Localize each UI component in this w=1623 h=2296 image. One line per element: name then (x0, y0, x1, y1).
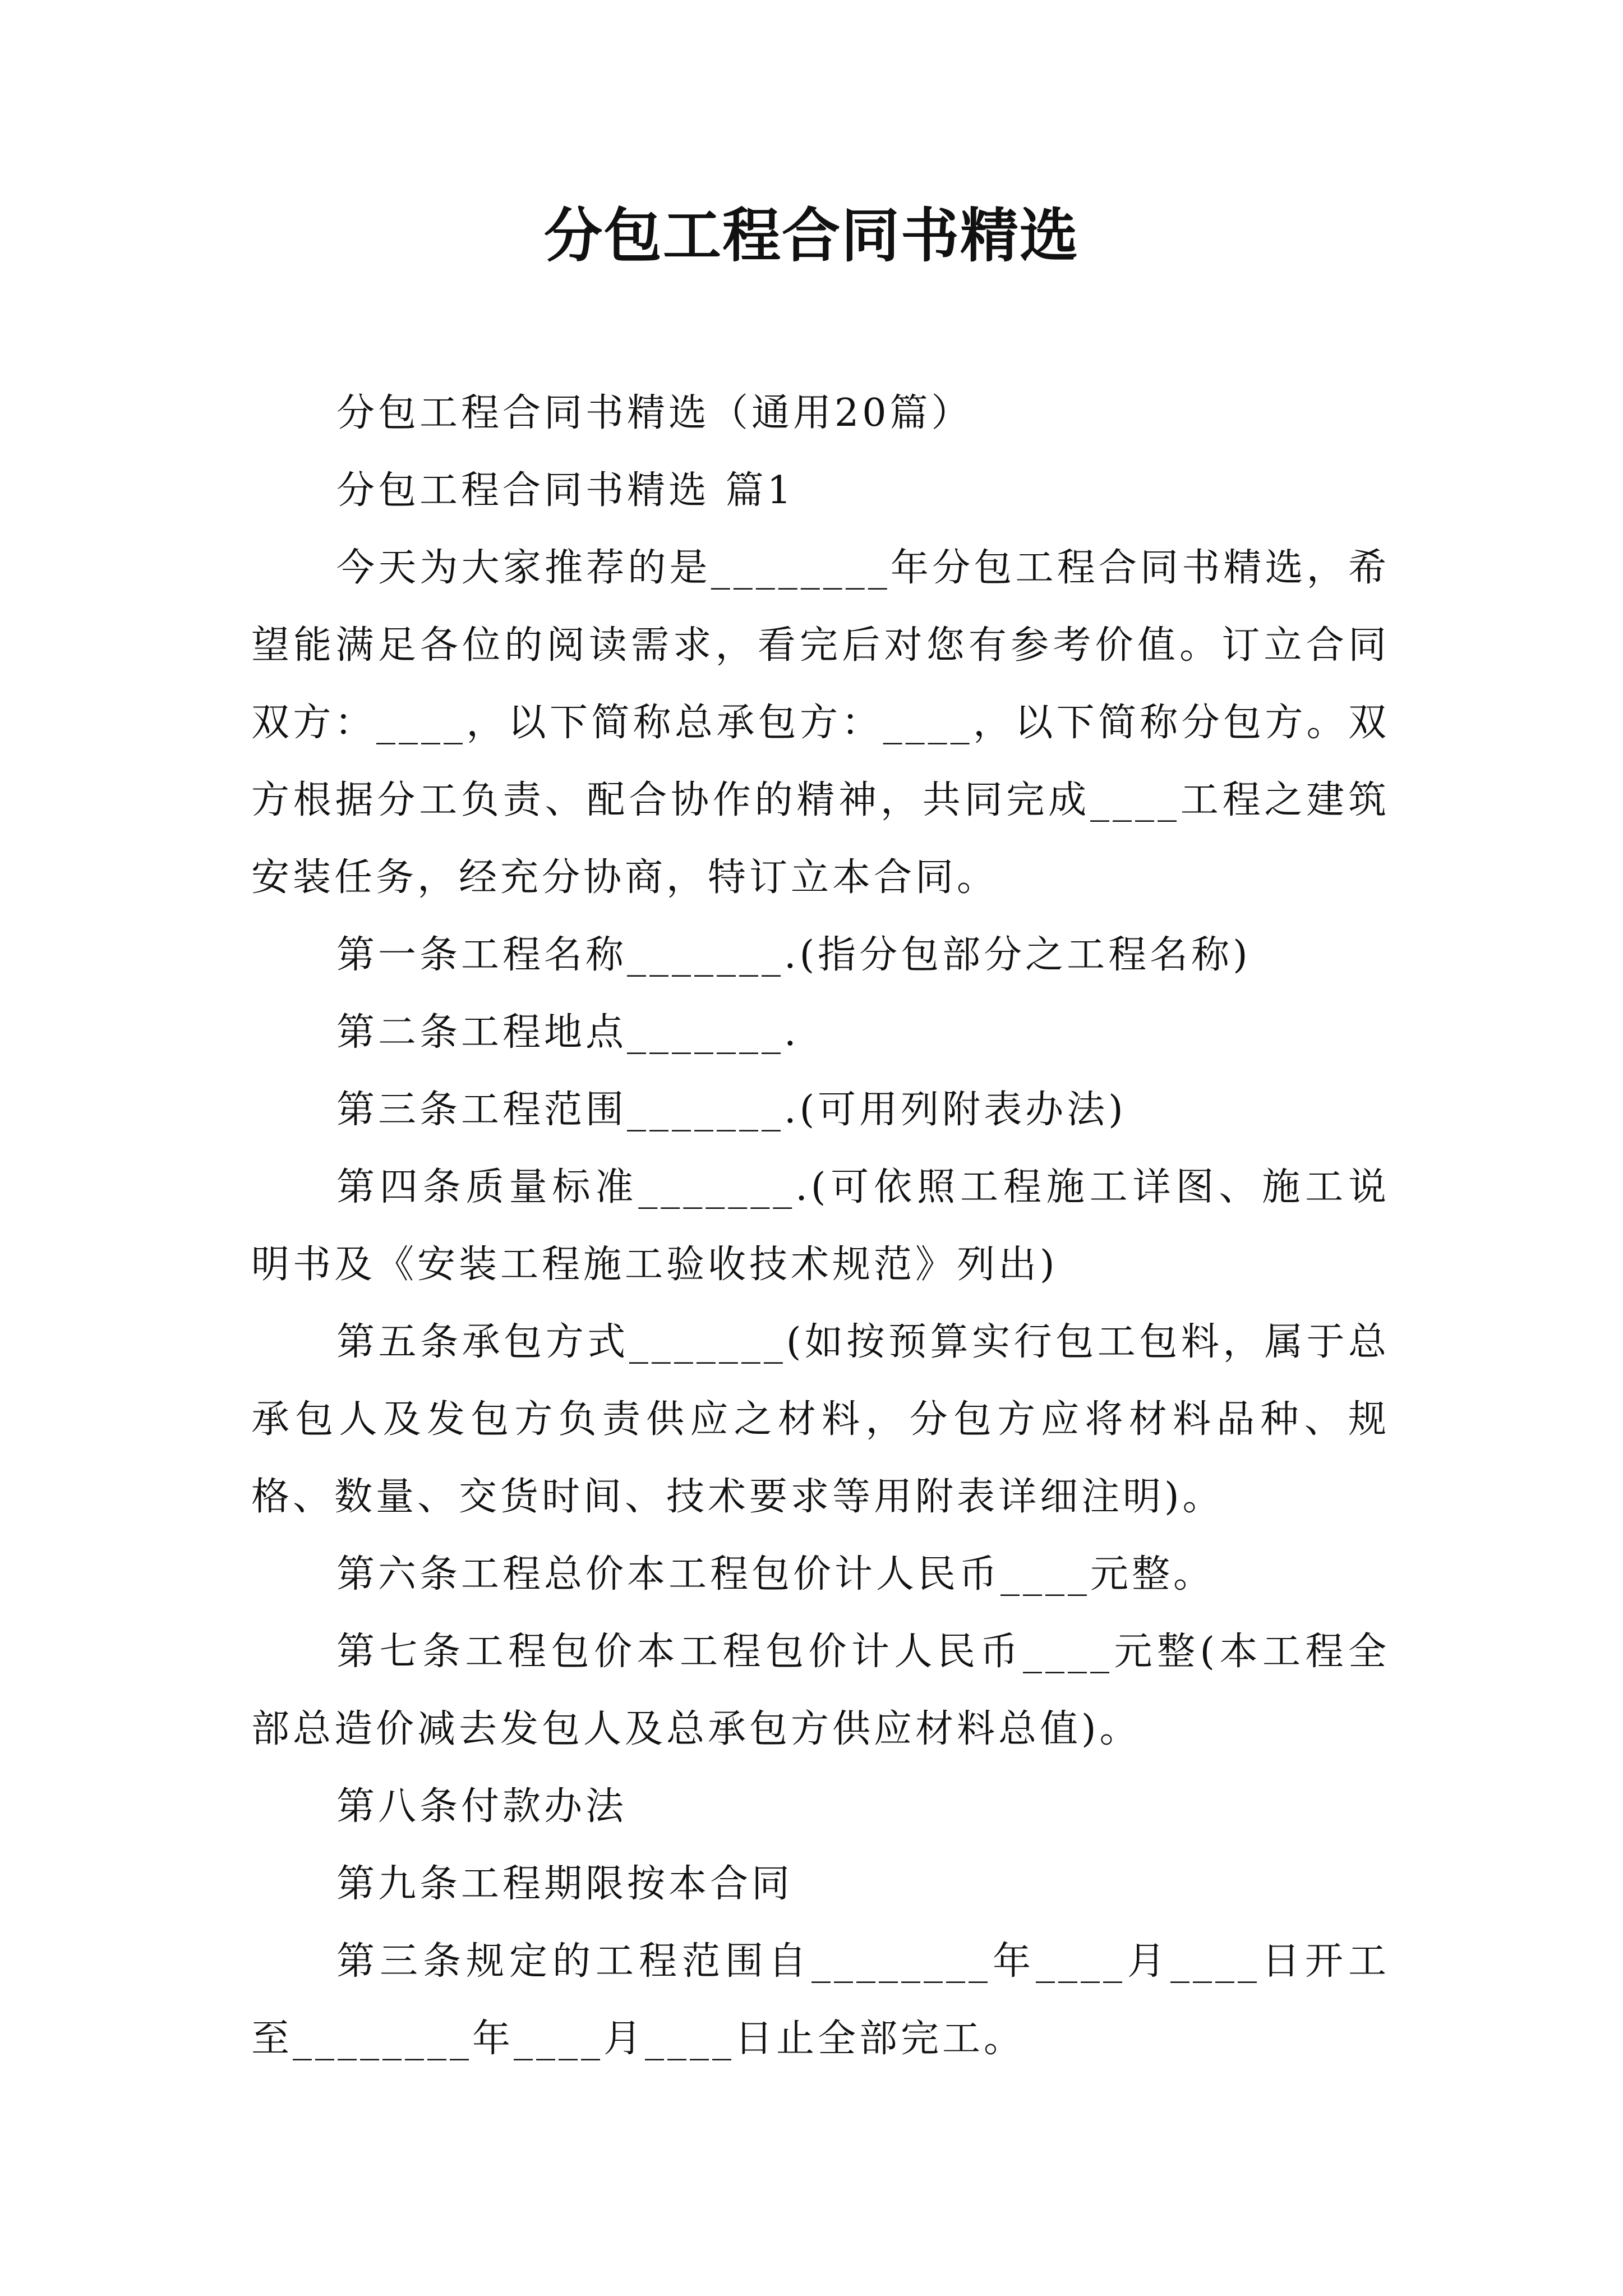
paragraph-intro: 今天为大家推荐的是________年分包工程合同书精选，希望能满足各位的阅读需求，看完后对您有参考价值。订立合同双方：____，以下简称总承包方：____，以下简称分包方。双方根据分工负责、配合协作的精神，共同完成____工程之建筑安装任务，经充分协商，特订立本合同。 (251, 546, 1390, 900)
paragraph-article-5: 第五条承包方式_______(如按预算实行包工包料，属于总承包人及发包方负责供应之材料，分包方应将材料品种、规格、数量、交货时间、技术要求等用附表详细注明)。 (251, 1320, 1390, 1519)
paragraph-article-9: 第九条工程期限按本合同 (336, 1862, 794, 1906)
paragraph-article-4: 第四条质量标准_______.(可依照工程施工详图、施工说明书及《安装工程施工验收技术规范》列出) (251, 1165, 1390, 1287)
paragraph-section-heading: 分包工程合同书精选 篇1 (336, 468, 795, 513)
paragraph-article-1: 第一条工程名称_______.(指分包部分之工程名称) (336, 933, 1251, 977)
paragraph-article-3: 第三条工程范围_______.(可用列附表办法) (336, 1088, 1127, 1132)
paragraph-subtitle: 分包工程合同书精选（通用20篇） (336, 391, 973, 435)
paragraph-schedule: 第三条规定的工程范围自________年____月____日开工至________年____月____日止全部完工。 (251, 1939, 1390, 2061)
paragraph-article-2: 第二条工程地点_______. (336, 1010, 800, 1055)
paragraph-article-6: 第六条工程总价本工程包价计人民币____元整。 (336, 1552, 1215, 1596)
paragraph-article-8: 第八条付款办法 (336, 1784, 628, 1829)
document-body (251, 375, 1390, 2078)
paragraph-article-7: 第七条工程包价本工程包价计人民币____元整(本工程全部总造价减去发包人及总承包方供应材料总值)。 (251, 1630, 1390, 1751)
document-title: 分包工程合同书精选 (543, 201, 1079, 270)
